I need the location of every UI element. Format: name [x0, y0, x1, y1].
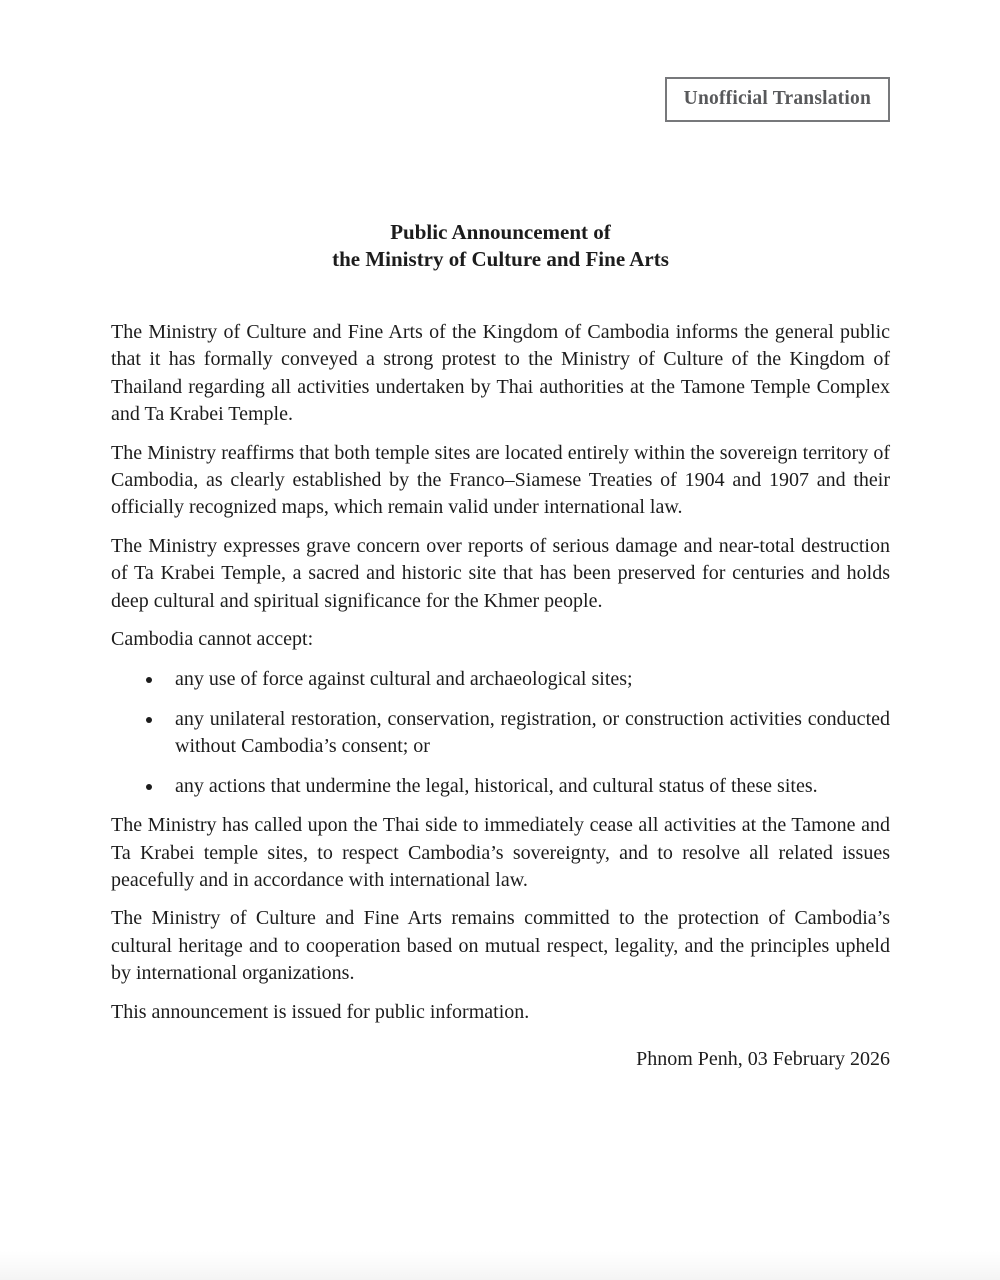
bottom-page-shadow [0, 1250, 1000, 1280]
title-line-1: Public Announcement of [390, 220, 611, 244]
paragraph-concern: The Ministry expresses grave concern over reports of serious damage and near-total destruction of Ta Krabei Temple, a sacred and historic site that has been preserved for centuries and holds deep cultural and spiritual significance for the Khmer people. [111, 534, 890, 612]
paragraph-commitment: The Ministry of Culture and Fine Arts remains committed to the protection of Cambodia’s cultural heritage and to cooperation based on mutual respect, legality, and the principles upheld by international organizations. [111, 907, 890, 985]
title-line-2: the Ministry of Culture and Fine Arts [332, 247, 669, 271]
cannot-accept-list [111, 666, 890, 800]
unofficial-translation-label: Unofficial Translation [683, 88, 871, 109]
paragraph-demand: The Ministry has called upon the Thai side to immediately cease all activities at the Tamone and Ta Krabei temple sites, to respect Cambodia’s sovereignty, and to resolve all related issues peacefully and in accordance with international law. [111, 814, 890, 891]
document-body [111, 219, 890, 1073]
list-item: any unilateral restoration, conservation, registration, or construction activities conducted without Cambodia’s consent; or [175, 706, 890, 761]
paragraph-closing: This announcement is issued for public information. [111, 1000, 530, 1023]
paragraph-cannot-accept-lead: Cambodia cannot accept: [111, 628, 314, 651]
list-item: any actions that undermine the legal, historical, and cultural status of these sites. [175, 773, 890, 800]
paragraph-protest: The Ministry of Culture and Fine Arts of the Kingdom of Cambodia informs the general public that it has formally conveyed a strong protest to the Ministry of Culture of the Kingdom of Thailand regarding all activities undertaken by Thai authorities at the Tamone Temple Complex and Ta Krabei Temple. [111, 321, 890, 426]
dateline: Phnom Penh, 03 February 2026 [636, 1047, 890, 1070]
list-item: any use of force against cultural and archaeological sites; [175, 666, 890, 693]
document-title [111, 219, 890, 273]
unofficial-translation-badge [665, 77, 890, 122]
paragraph-sovereignty: The Ministry reaffirms that both temple sites are located entirely within the sovereign territory of Cambodia, as clearly established by the Franco–Siamese Treaties of 1904 and 1907 and their officially recognized maps, which remain valid under international law. [111, 441, 890, 519]
